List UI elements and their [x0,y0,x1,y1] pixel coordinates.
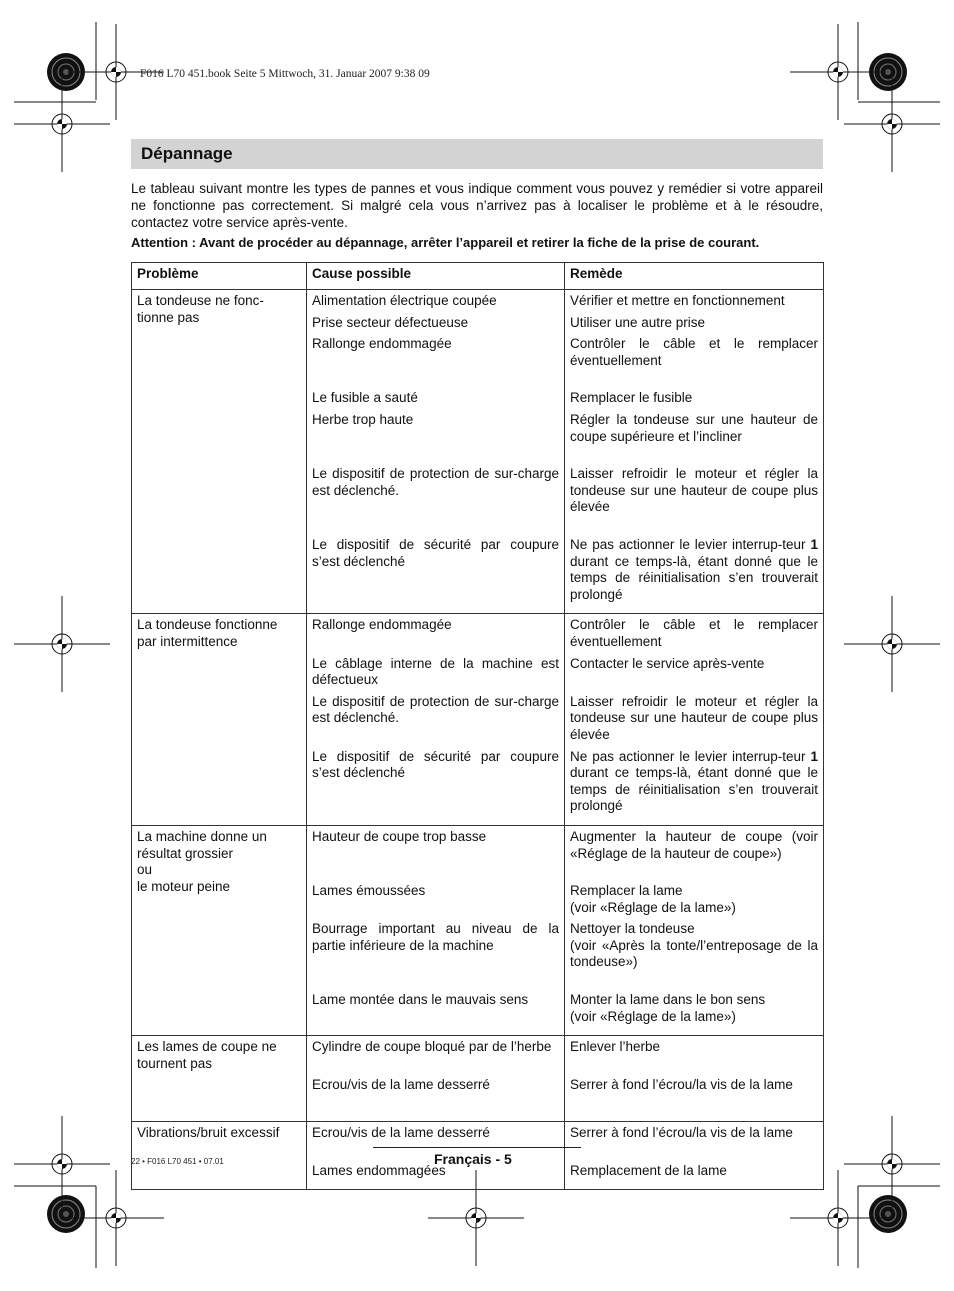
section-header-bar [131,139,823,169]
footer-rule [373,1147,581,1148]
remedy-item: Laisser refroidir le moteur et régler la tondeuse sur une hauteur de coupe plus élevée [570,693,818,742]
problem-cell: La machine donne un résultat grossier ou le moteur peine [132,825,307,1035]
table-header-row [132,263,824,290]
cause-item: Cylindre de coupe bloqué par de l’herbe [312,1039,552,1055]
cause-item: Lames émoussées [312,883,426,899]
intro-paragraph: Le tableau suivant montre les types de pannes et vous indique comment vous pouvez y remédier si votre appareil ne fonctionne pas correctement. Si malgré cela vous n’arrivez pas à localiser le problème et à le résoudre, contactez votre service après-vente. [131,181,823,230]
cause-item: Lames endommagées [312,1162,446,1178]
cause-item: Ecrou/vis de la lame desserré [312,1124,490,1140]
remedy-part-bold: 1 [810,536,818,552]
problem-cell: La tondeuse fonctionne par intermittence [132,614,307,826]
remedy-cell [565,825,824,1035]
remedy-item: Remplacer la lame (voir «Réglage de la lame») [570,883,736,915]
remedy-item: Contrôler le câble et le remplacer éventuellement [570,336,818,368]
cause-cell [307,614,565,826]
problem-cell: Vibrations/bruit excessif [132,1121,307,1190]
cause-item: Le câblage interne de la machine est défectueux [312,655,559,688]
cause-item: Bourrage important au niveau de la partie inférieure de la machine [312,921,559,953]
cause-item: Rallonge endommagée [312,336,452,352]
remedy-part: Ne pas actionner le levier interrup-teur [570,748,811,764]
remedy-item: Augmenter la hauteur de coupe (voir «Réglage de la hauteur de coupe») [570,828,818,861]
table-row [132,290,824,614]
problem-cell: La tondeuse ne fonc- tionne pas [132,290,307,614]
header-cause: Cause possible [307,263,565,290]
table-row [132,614,824,826]
cause-item: Le fusible a sauté [312,390,418,406]
remedy-cell [565,1121,824,1190]
cause-item: Alimentation électrique coupée [312,293,497,308]
table-row [132,1036,824,1121]
cause-item: Rallonge endommagée [312,617,452,633]
remedy-item: Contacter le service après-vente [570,655,765,671]
cause-item: Le dispositif de protection de sur-charge est déclenché. [312,693,559,726]
cause-cell [307,825,565,1035]
remedy-item: Utiliser une autre prise [570,314,706,330]
header-problem: Problème [132,263,307,290]
remedy-cell [565,290,824,614]
remedy-item: Laisser refroidir le moteur et régler la tondeuse sur une hauteur de coupe plus élevée [570,466,818,515]
remedy-item: Régler la tondeuse sur une hauteur de coupe supérieure et l’incliner [570,411,818,444]
cause-item: Lame montée dans le mauvais sens [312,992,529,1008]
remedy-item: Vérifier et mettre en fonctionnement [570,293,785,308]
file-header: F016 L70 451.book Seite 5 Mittwoch, 31. Januar 2007 9:38 09 [140,68,430,80]
cause-item: Le dispositif de protection de sur-charge est déclenché. [312,466,559,498]
remedy-item [570,537,818,603]
remedy-item [570,749,818,815]
cause-item: Prise secteur défectueuse [312,314,469,330]
remedy-cell [565,1036,824,1121]
remedy-part: durant ce temps-là, étant donné que le temps de réinitialisation s’en trouverait prolongé [570,553,818,602]
remedy-item: Remplacement de la lame [570,1162,727,1178]
cause-item: Le dispositif de sécurité par coupure s’est déclenché [312,748,559,781]
page-number: Français - 5 [434,1151,512,1167]
cause-item: Ecrou/vis de la lame desserré [312,1077,490,1093]
cause-item: Herbe trop haute [312,411,414,427]
remedy-cell [565,614,824,826]
remedy-part-bold: 1 [810,748,818,764]
table-row [132,825,824,1035]
remedy-item: Remplacer le fusible [570,390,693,406]
print-code: 22 • F016 L70 451 • 07.01 [131,1157,224,1166]
remedy-item: Serrer à fond l’écrou/la vis de la lame [570,1077,793,1093]
cause-item: Hauteur de coupe trop basse [312,828,487,844]
remedy-item: Nettoyer la tondeuse (voir «Après la tonte/l’entreposage de la tondeuse») [570,921,818,970]
remedy-item: Serrer à fond l’écrou/la vis de la lame [570,1124,793,1140]
remedy-part: Ne pas actionner le levier interrup-teur [570,536,811,552]
section-title: Dépannage [141,144,233,163]
remedy-part: durant ce temps-là, étant donné que le temps de réinitialisation s’en trouverait prolongé [570,765,818,814]
attention-note: Attention : Avant de procéder au dépannage, arrêter l’appareil et retirer la fiche de la prise de courant. [131,235,760,250]
remedy-item: Contrôler le câble et le remplacer éventuellement [570,617,818,649]
cause-item: Le dispositif de sécurité par coupure s’est déclenché [312,536,559,569]
header-remedy: Remède [565,263,824,290]
remedy-item: Enlever l’herbe [570,1039,661,1055]
cause-cell [307,290,565,614]
remedy-item: Monter la lame dans le bon sens (voir «Réglage de la lame») [570,992,766,1024]
troubleshooting-table [131,262,824,1190]
problem-cell: Les lames de coupe ne tournent pas [132,1036,307,1121]
cause-cell [307,1036,565,1121]
